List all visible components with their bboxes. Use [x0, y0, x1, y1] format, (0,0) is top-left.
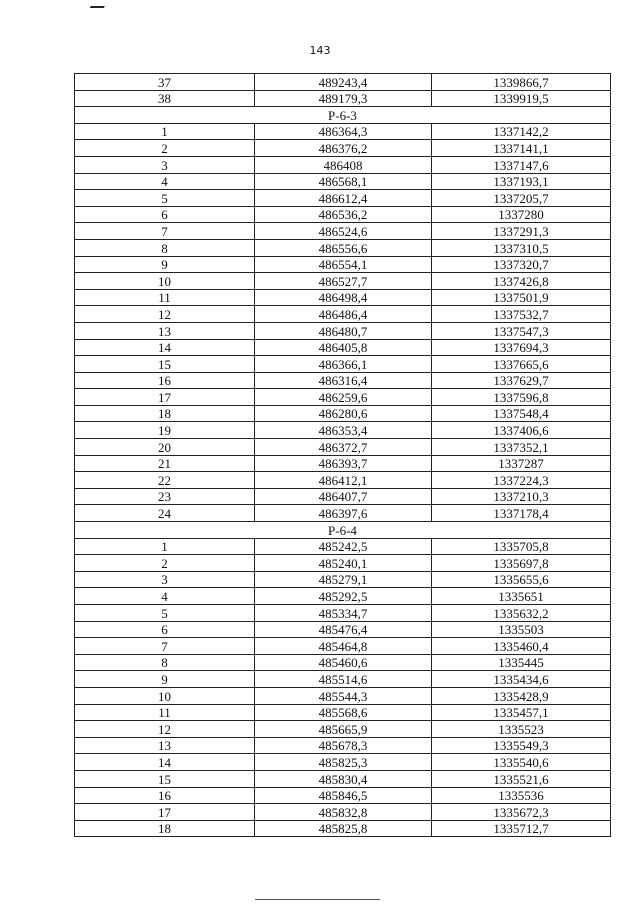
point-number-cell: 4: [75, 588, 255, 605]
point-number-cell: 1: [75, 123, 255, 140]
table-row: [75, 704, 611, 721]
section-heading: Р-6-3: [75, 107, 611, 124]
point-number-cell: 9: [75, 671, 255, 688]
y-coordinate-cell: 1335521,6: [432, 770, 611, 787]
y-coordinate-cell: 1337210,3: [432, 488, 611, 505]
y-coordinate-cell: 1337665,6: [432, 356, 611, 373]
y-coordinate-cell: 1335549,3: [432, 737, 611, 754]
table-row: [75, 90, 611, 107]
table-row: [75, 671, 611, 688]
x-coordinate-cell: 486554,1: [255, 256, 432, 273]
x-coordinate-cell: 486480,7: [255, 322, 432, 339]
point-number-cell: 14: [75, 339, 255, 356]
table-row: [75, 505, 611, 522]
y-coordinate-cell: 1337310,5: [432, 239, 611, 256]
coordinates-table-body: [75, 74, 611, 837]
table-row: [75, 654, 611, 671]
table-row: [75, 555, 611, 572]
x-coordinate-cell: 486397,6: [255, 505, 432, 522]
section-heading-row: [75, 107, 611, 124]
y-coordinate-cell: 1337406,6: [432, 422, 611, 439]
table-row: [75, 289, 611, 306]
y-coordinate-cell: 1335672,3: [432, 804, 611, 821]
point-number-cell: 23: [75, 488, 255, 505]
table-row: [75, 472, 611, 489]
x-coordinate-cell: 485464,8: [255, 638, 432, 655]
point-number-cell: 37: [75, 74, 255, 91]
point-number-cell: 8: [75, 239, 255, 256]
x-coordinate-cell: 485240,1: [255, 555, 432, 572]
y-coordinate-cell: 1337142,2: [432, 123, 611, 140]
x-coordinate-cell: 486259,6: [255, 389, 432, 406]
x-coordinate-cell: 486393,7: [255, 455, 432, 472]
x-coordinate-cell: 485514,6: [255, 671, 432, 688]
table-row: [75, 389, 611, 406]
table-row: [75, 488, 611, 505]
table-row: [75, 256, 611, 273]
point-number-cell: 18: [75, 405, 255, 422]
point-number-cell: 6: [75, 206, 255, 223]
y-coordinate-cell: 1335697,8: [432, 555, 611, 572]
scan-mark: [90, 0, 109, 8]
y-coordinate-cell: 1337147,6: [432, 156, 611, 173]
y-coordinate-cell: 1337224,3: [432, 472, 611, 489]
point-number-cell: 8: [75, 654, 255, 671]
x-coordinate-cell: 486366,1: [255, 356, 432, 373]
x-coordinate-cell: 486412,1: [255, 472, 432, 489]
x-coordinate-cell: 486364,3: [255, 123, 432, 140]
table-row: [75, 571, 611, 588]
x-coordinate-cell: 485334,7: [255, 605, 432, 622]
table-row: [75, 687, 611, 704]
y-coordinate-cell: 1335434,6: [432, 671, 611, 688]
y-coordinate-cell: 1337205,7: [432, 190, 611, 207]
point-number-cell: 3: [75, 571, 255, 588]
point-number-cell: 12: [75, 306, 255, 323]
section-heading-row: [75, 522, 611, 539]
point-number-cell: 18: [75, 820, 255, 837]
y-coordinate-cell: 1335712,7: [432, 820, 611, 837]
x-coordinate-cell: 486316,4: [255, 372, 432, 389]
point-number-cell: 11: [75, 704, 255, 721]
table-row: [75, 605, 611, 622]
point-number-cell: 17: [75, 389, 255, 406]
x-coordinate-cell: 486407,7: [255, 488, 432, 505]
point-number-cell: 21: [75, 455, 255, 472]
point-number-cell: 6: [75, 621, 255, 638]
y-coordinate-cell: 1335428,9: [432, 687, 611, 704]
table-row: [75, 273, 611, 290]
x-coordinate-cell: 486408: [255, 156, 432, 173]
point-number-cell: 17: [75, 804, 255, 821]
point-number-cell: 20: [75, 439, 255, 456]
table-row: [75, 190, 611, 207]
y-coordinate-cell: 1337629,7: [432, 372, 611, 389]
x-coordinate-cell: 485279,1: [255, 571, 432, 588]
point-number-cell: 1: [75, 538, 255, 555]
point-number-cell: 15: [75, 770, 255, 787]
table-row: [75, 737, 611, 754]
y-coordinate-cell: 1335503: [432, 621, 611, 638]
point-number-cell: 2: [75, 555, 255, 572]
table-row: [75, 770, 611, 787]
y-coordinate-cell: 1337291,3: [432, 223, 611, 240]
y-coordinate-cell: 1337320,7: [432, 256, 611, 273]
y-coordinate-cell: 1337547,3: [432, 322, 611, 339]
point-number-cell: 5: [75, 605, 255, 622]
point-number-cell: 15: [75, 356, 255, 373]
point-number-cell: 13: [75, 322, 255, 339]
table-row: [75, 140, 611, 157]
y-coordinate-cell: 1337596,8: [432, 389, 611, 406]
y-coordinate-cell: 1337694,3: [432, 339, 611, 356]
point-number-cell: 9: [75, 256, 255, 273]
table-row: [75, 721, 611, 738]
y-coordinate-cell: 1337141,1: [432, 140, 611, 157]
table-row: [75, 422, 611, 439]
x-coordinate-cell: 486612,4: [255, 190, 432, 207]
x-coordinate-cell: 485544,3: [255, 687, 432, 704]
table-row: [75, 356, 611, 373]
point-number-cell: 4: [75, 173, 255, 190]
x-coordinate-cell: 485830,4: [255, 770, 432, 787]
x-coordinate-cell: 485825,3: [255, 754, 432, 771]
point-number-cell: 5: [75, 190, 255, 207]
x-coordinate-cell: 485832,8: [255, 804, 432, 821]
y-coordinate-cell: 1335536: [432, 787, 611, 804]
table-row: [75, 820, 611, 837]
y-coordinate-cell: 1337501,9: [432, 289, 611, 306]
y-coordinate-cell: 1335457,1: [432, 704, 611, 721]
x-coordinate-cell: 485460,6: [255, 654, 432, 671]
point-number-cell: 16: [75, 787, 255, 804]
point-number-cell: 10: [75, 687, 255, 704]
point-number-cell: 22: [75, 472, 255, 489]
y-coordinate-cell: 1335540,6: [432, 754, 611, 771]
y-coordinate-cell: 1335632,2: [432, 605, 611, 622]
page-number: 143: [309, 44, 331, 57]
table-row: [75, 787, 611, 804]
table-row: [75, 206, 611, 223]
point-number-cell: 7: [75, 638, 255, 655]
y-coordinate-cell: 1339866,7: [432, 74, 611, 91]
x-coordinate-cell: 486405,8: [255, 339, 432, 356]
table-row: [75, 455, 611, 472]
x-coordinate-cell: 485678,3: [255, 737, 432, 754]
y-coordinate-cell: 1335523: [432, 721, 611, 738]
table-row: [75, 439, 611, 456]
point-number-cell: 7: [75, 223, 255, 240]
x-coordinate-cell: 485476,4: [255, 621, 432, 638]
table-row: [75, 123, 611, 140]
section-heading: Р-6-4: [75, 522, 611, 539]
x-coordinate-cell: 486498,4: [255, 289, 432, 306]
y-coordinate-cell: 1337548,4: [432, 405, 611, 422]
table-row: [75, 322, 611, 339]
y-coordinate-cell: 1337193,1: [432, 173, 611, 190]
table-row: [75, 588, 611, 605]
x-coordinate-cell: 486353,4: [255, 422, 432, 439]
x-coordinate-cell: 486486,4: [255, 306, 432, 323]
table-row: [75, 339, 611, 356]
table-row: [75, 74, 611, 91]
point-number-cell: 12: [75, 721, 255, 738]
table-row: [75, 173, 611, 190]
y-coordinate-cell: 1337352,1: [432, 439, 611, 456]
x-coordinate-cell: 485846,5: [255, 787, 432, 804]
x-coordinate-cell: 486524,6: [255, 223, 432, 240]
y-coordinate-cell: 1337178,4: [432, 505, 611, 522]
x-coordinate-cell: 489179,3: [255, 90, 432, 107]
y-coordinate-cell: 1335705,8: [432, 538, 611, 555]
y-coordinate-cell: 1337426,8: [432, 273, 611, 290]
x-coordinate-cell: 486536,2: [255, 206, 432, 223]
table-row: [75, 223, 611, 240]
table-row: [75, 405, 611, 422]
point-number-cell: 38: [75, 90, 255, 107]
x-coordinate-cell: 486372,7: [255, 439, 432, 456]
point-number-cell: 10: [75, 273, 255, 290]
table-row: [75, 621, 611, 638]
x-coordinate-cell: 485825,8: [255, 820, 432, 837]
x-coordinate-cell: 485665,9: [255, 721, 432, 738]
point-number-cell: 19: [75, 422, 255, 439]
coordinates-table: [74, 73, 611, 837]
y-coordinate-cell: 1335655,6: [432, 571, 611, 588]
point-number-cell: 14: [75, 754, 255, 771]
y-coordinate-cell: 1337287: [432, 455, 611, 472]
table-row: [75, 754, 611, 771]
table-row: [75, 372, 611, 389]
point-number-cell: 3: [75, 156, 255, 173]
table-row: [75, 306, 611, 323]
y-coordinate-cell: 1337532,7: [432, 306, 611, 323]
x-coordinate-cell: 486568,1: [255, 173, 432, 190]
x-coordinate-cell: 486527,7: [255, 273, 432, 290]
point-number-cell: 11: [75, 289, 255, 306]
y-coordinate-cell: 1337280: [432, 206, 611, 223]
point-number-cell: 2: [75, 140, 255, 157]
x-coordinate-cell: 489243,4: [255, 74, 432, 91]
table-row: [75, 804, 611, 821]
bottom-rule: [255, 899, 380, 900]
y-coordinate-cell: 1339919,5: [432, 90, 611, 107]
y-coordinate-cell: 1335460,4: [432, 638, 611, 655]
table-row: [75, 638, 611, 655]
x-coordinate-cell: 486556,6: [255, 239, 432, 256]
x-coordinate-cell: 485292,5: [255, 588, 432, 605]
x-coordinate-cell: 485242,5: [255, 538, 432, 555]
x-coordinate-cell: 486280,6: [255, 405, 432, 422]
y-coordinate-cell: 1335445: [432, 654, 611, 671]
point-number-cell: 24: [75, 505, 255, 522]
x-coordinate-cell: 486376,2: [255, 140, 432, 157]
point-number-cell: 13: [75, 737, 255, 754]
table-row: [75, 156, 611, 173]
table-row: [75, 538, 611, 555]
table-row: [75, 239, 611, 256]
point-number-cell: 16: [75, 372, 255, 389]
x-coordinate-cell: 485568,6: [255, 704, 432, 721]
y-coordinate-cell: 1335651: [432, 588, 611, 605]
